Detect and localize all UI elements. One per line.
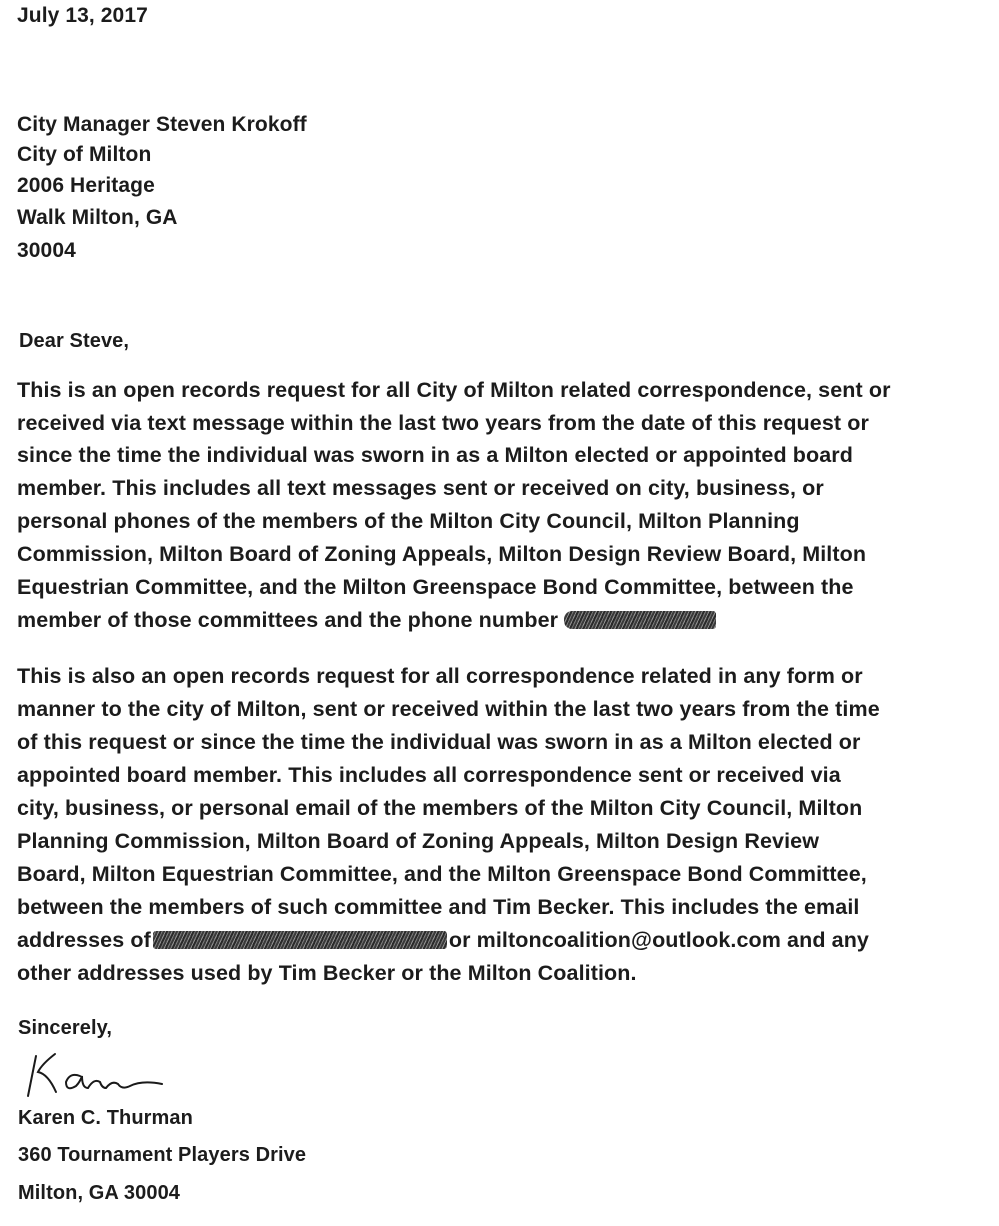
sender-street: 360 Tournament Players Drive	[18, 1144, 307, 1166]
recipient-line-1: City Manager Steven Krokoff	[17, 113, 307, 136]
recipient-line-4: Walk Milton, GA	[17, 206, 178, 229]
paragraph-2-line-3: of this request or since the time the individual was sworn in as a Milton elected or	[17, 730, 861, 754]
paragraph-2-line-6: Planning Commission, Milton Board of Zoning Appeals, Milton Design Review	[17, 829, 820, 853]
paragraph-2-line-7: Board, Milton Equestrian Committee, and the Milton Greenspace Bond Committee,	[17, 862, 867, 886]
paragraph-1-line-5: personal phones of the members of the Milton City Council, Milton Planning	[17, 509, 800, 533]
paragraph-2-line-9-end: or miltoncoalition@outlook.com and any	[448, 928, 869, 952]
paragraph-1-line-8-text: member of those committees and the phone number	[17, 608, 559, 632]
paragraph-2-line-1: This is also an open records request for all correspondence related in any form or	[17, 664, 863, 688]
recipient-line-5: 30004	[17, 239, 76, 262]
paragraph-2-line-9-start: addresses of	[17, 928, 151, 952]
paragraph-2-line-8: between the members of such committee and Tim Becker. This includes the email	[17, 895, 860, 919]
paragraph-1-line-8	[17, 608, 716, 632]
recipient-line-2: City of Milton	[17, 143, 152, 166]
paragraph-1-line-1: This is an open records request for all City of Milton related correspondence, sent or	[17, 378, 891, 402]
redacted-email-address	[153, 931, 447, 949]
paragraph-1-line-2: received via text message within the last two years from the date of this request or	[17, 411, 869, 435]
handwritten-signature	[22, 1050, 172, 1098]
sender-city: Milton, GA 30004	[18, 1182, 181, 1204]
paragraph-1-line-4: member. This includes all text messages sent or received on city, business, or	[17, 476, 824, 500]
recipient-line-3: 2006 Heritage	[17, 174, 155, 197]
paragraph-2-line-2: manner to the city of Milton, sent or received within the last two years from the time	[17, 697, 880, 721]
letter-date: July 13, 2017	[17, 4, 148, 27]
paragraph-2-line-5: city, business, or personal email of the members of the Milton City Council, Milton	[17, 796, 863, 820]
redacted-phone-number	[564, 611, 716, 629]
paragraph-2-line-10: other addresses used by Tim Becker or the Milton Coalition.	[17, 961, 637, 985]
paragraph-1-line-7: Equestrian Committee, and the Milton Greenspace Bond Committee, between the	[17, 575, 854, 599]
salutation: Dear Steve,	[19, 330, 130, 352]
closing: Sincerely,	[18, 1017, 113, 1039]
paragraph-2-line-9	[17, 928, 869, 952]
paragraph-1-line-3: since the time the individual was sworn in as a Milton elected or appointed board	[17, 443, 853, 467]
paragraph-1-line-6: Commission, Milton Board of Zoning Appeals, Milton Design Review Board, Milton	[17, 542, 867, 566]
paragraph-2-line-4: appointed board member. This includes all correspondence sent or received via	[17, 763, 841, 787]
sender-name: Karen C. Thurman	[18, 1107, 193, 1129]
